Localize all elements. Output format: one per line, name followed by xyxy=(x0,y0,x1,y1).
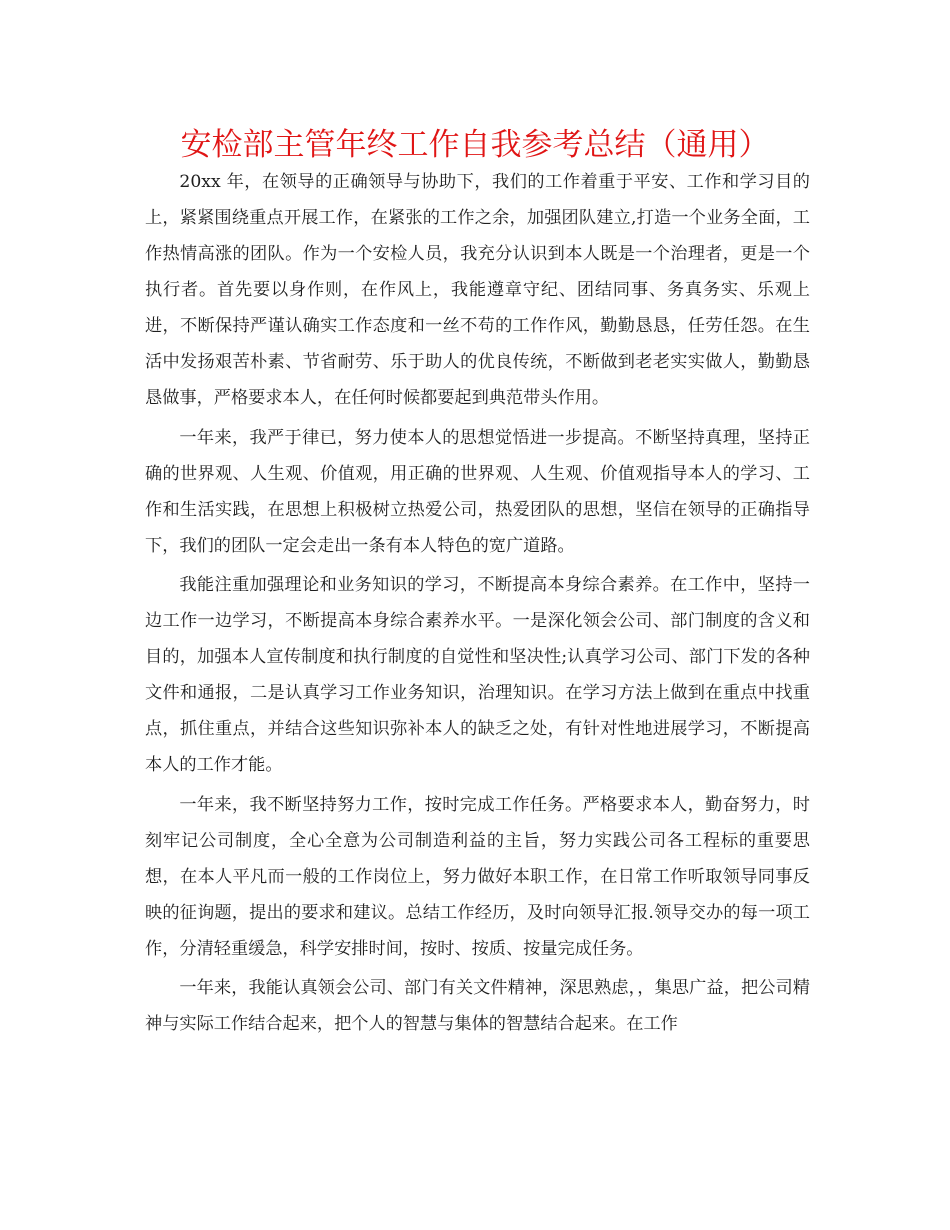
paragraph-2: 一年来，我严于律已，努力使本人的思想觉悟进一步提高。不断坚持真理，坚持正确的世界观、人生观、价值观，用正确的世界观、人生观、价值观指导本人的学习、工作和生活实践，在思想上积极树立热爱公司，热爱团队的思想，坚信在领导的正确指导下，我们的团队一定会走出一条有本人特色的宽广道路。 xyxy=(145,427,810,556)
paragraph-1: 20xx 年，在领导的正确领导与协助下，我们的工作着重于平安、工作和学习目的上，紧紧围绕重点开展工作，在紧张的工作之余，加强团队建立,打造一个业务全面，工作热情高涨的团队。作为一个安检人员，我充分认识到本人既是一个治理者，更是一个执行者。首先要以身作则，在作风上，我能遵章守纪、团结同事、务真务实、乐观上进，不断保持严谨认确实工作态度和一丝不苟的工作作风，勤勤恳恳，任劳任怨。在生活中发扬艰苦朴素、节省耐劳、乐于助人的优良传统，不断做到老老实实做人，勤勤恳恳做事，严格要求本人，在任何时候都要起到典范带头作用。 xyxy=(145,172,810,408)
paragraph-3: 我能注重加强理论和业务知识的学习，不断提高本身综合素养。在工作中，坚持一边工作一边学习，不断提高本身综合素养水平。一是深化领会公司、部门制度的含义和目的，加强本人宣传制度和执行制度的自觉性和坚决性;认真学习公司、部门下发的各种文件和通报，二是认真学习工作业务知识，治理知识。在学习方法上做到在重点中找重点，抓住重点，并结合这些知识弥补本人的缺乏之处，有针对性地进展学习，不断提高本人的工作才能。 xyxy=(145,575,810,775)
paragraph-5: 一年来，我能认真领会公司、部门有关文件精神，深思熟虑，，集思广益，把公司精神与实际工作结合起来，把个人的智慧与集体的智慧结合起来。在工作 xyxy=(145,978,810,1034)
document-body xyxy=(145,164,810,1046)
document-title: 安检部主管年终工作自我参考总结（通用） xyxy=(180,127,770,163)
paragraph-4: 一年来，我不断坚持努力工作，按时完成工作任务。严格要求本人，勤奋努力，时刻牢记公司制度，全心全意为公司制造利益的主旨，努力实践公司各工程标的重要思想，在本人平凡而一般的工作岗位上，努力做好本职工作，在日常工作听取领导同事反映的征询题，提出的要求和建议。总结工作经历，及时向领导汇报.领导交办的每一项工作，分清轻重缓急，科学安排时间，按时、按质、按量完成任务。 xyxy=(145,794,810,959)
